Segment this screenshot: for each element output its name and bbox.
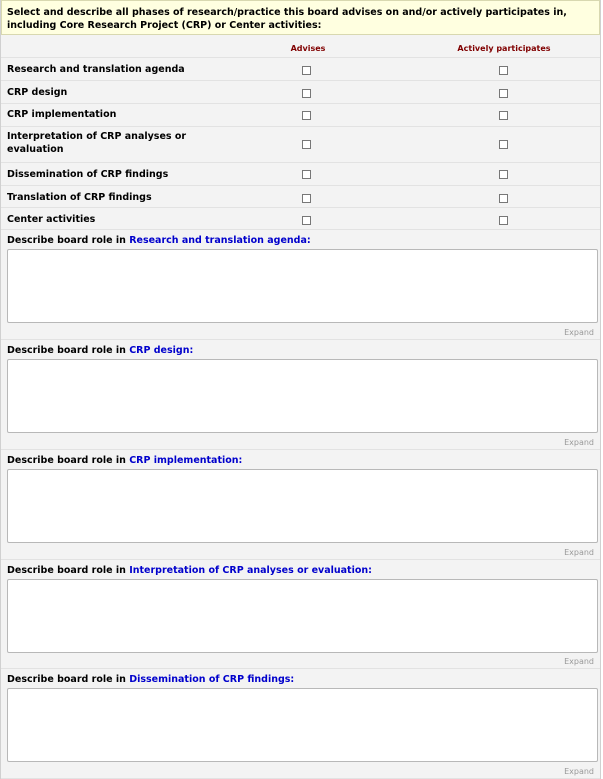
- actively-participates-checkbox[interactable]: [499, 216, 508, 225]
- advises-checkbox[interactable]: [302, 66, 311, 75]
- actively-participates-checkbox[interactable]: [499, 111, 508, 120]
- advises-column-header: Advises: [290, 44, 326, 53]
- expand-link[interactable]: Expand: [564, 548, 594, 557]
- expand-link[interactable]: Expand: [564, 767, 594, 776]
- describe-textarea[interactable]: [7, 579, 598, 653]
- describe-section-dissemination: [1, 669, 600, 779]
- row-label: CRP implementation: [7, 109, 117, 120]
- describe-textarea[interactable]: [7, 359, 598, 433]
- advises-checkbox[interactable]: [302, 216, 311, 225]
- describe-section-crp-implementation: [1, 450, 600, 560]
- describe-prompt: Describe board role in Research and translation agenda:: [7, 235, 311, 246]
- topic-highlight: Interpretation of CRP analyses or evaluation:: [129, 565, 372, 576]
- topic-highlight: CRP design:: [129, 345, 194, 356]
- matrix-row-interpretation: [1, 127, 600, 163]
- row-label: Dissemination of CRP findings: [7, 169, 169, 180]
- actively-participates-checkbox[interactable]: [499, 66, 508, 75]
- column-headers: [1, 35, 600, 58]
- row-label: Translation of CRP findings: [7, 192, 152, 203]
- matrix-row-translation: [1, 186, 600, 208]
- describe-textarea[interactable]: [7, 688, 598, 762]
- actively-participates-column-header: Actively participates: [457, 44, 551, 53]
- expand-link[interactable]: Expand: [564, 438, 594, 447]
- actively-participates-checkbox[interactable]: [499, 170, 508, 179]
- expand-link[interactable]: Expand: [564, 328, 594, 337]
- topic-highlight: Dissemination of CRP findings:: [129, 674, 295, 685]
- actively-participates-checkbox[interactable]: [499, 89, 508, 98]
- matrix-row-crp-implementation: [1, 104, 600, 127]
- matrix-row-crp-design: [1, 81, 600, 104]
- advises-checkbox[interactable]: [302, 194, 311, 203]
- describe-section-crp-design: [1, 340, 600, 450]
- describe-prompt: Describe board role in CRP design:: [7, 345, 194, 356]
- row-label: Research and translation agenda: [7, 64, 185, 75]
- advises-checkbox[interactable]: [302, 89, 311, 98]
- describe-section-interpretation: [1, 560, 600, 669]
- matrix-row-dissemination: [1, 163, 600, 186]
- row-label: Interpretation of CRP analyses or evaluation: [7, 131, 187, 155]
- describe-textarea[interactable]: [7, 469, 598, 543]
- question-instruction: Select and describe all phases of research/practice this board advises on and/or actively participates in, including Core Research Project (CRP) or Center activities:: [1, 0, 600, 35]
- topic-highlight: CRP implementation:: [129, 455, 243, 466]
- row-label: Center activities: [7, 214, 96, 225]
- actively-participates-checkbox[interactable]: [499, 194, 508, 203]
- describe-textarea[interactable]: [7, 249, 598, 323]
- describe-section-research-agenda: [1, 230, 600, 340]
- advises-checkbox[interactable]: [302, 170, 311, 179]
- advises-checkbox[interactable]: [302, 140, 311, 149]
- row-label: CRP design: [7, 87, 68, 98]
- topic-highlight: Research and translation agenda:: [129, 235, 311, 246]
- actively-participates-checkbox[interactable]: [499, 140, 508, 149]
- describe-prompt: Describe board role in Dissemination of CRP findings:: [7, 674, 295, 685]
- advises-checkbox[interactable]: [302, 111, 311, 120]
- describe-prompt: Describe board role in CRP implementation:: [7, 455, 243, 466]
- describe-prompt: Describe board role in Interpretation of CRP analyses or evaluation:: [7, 565, 372, 576]
- expand-link[interactable]: Expand: [564, 657, 594, 666]
- matrix-row-center-activities: [1, 208, 600, 230]
- matrix-row-research-agenda: [1, 58, 600, 81]
